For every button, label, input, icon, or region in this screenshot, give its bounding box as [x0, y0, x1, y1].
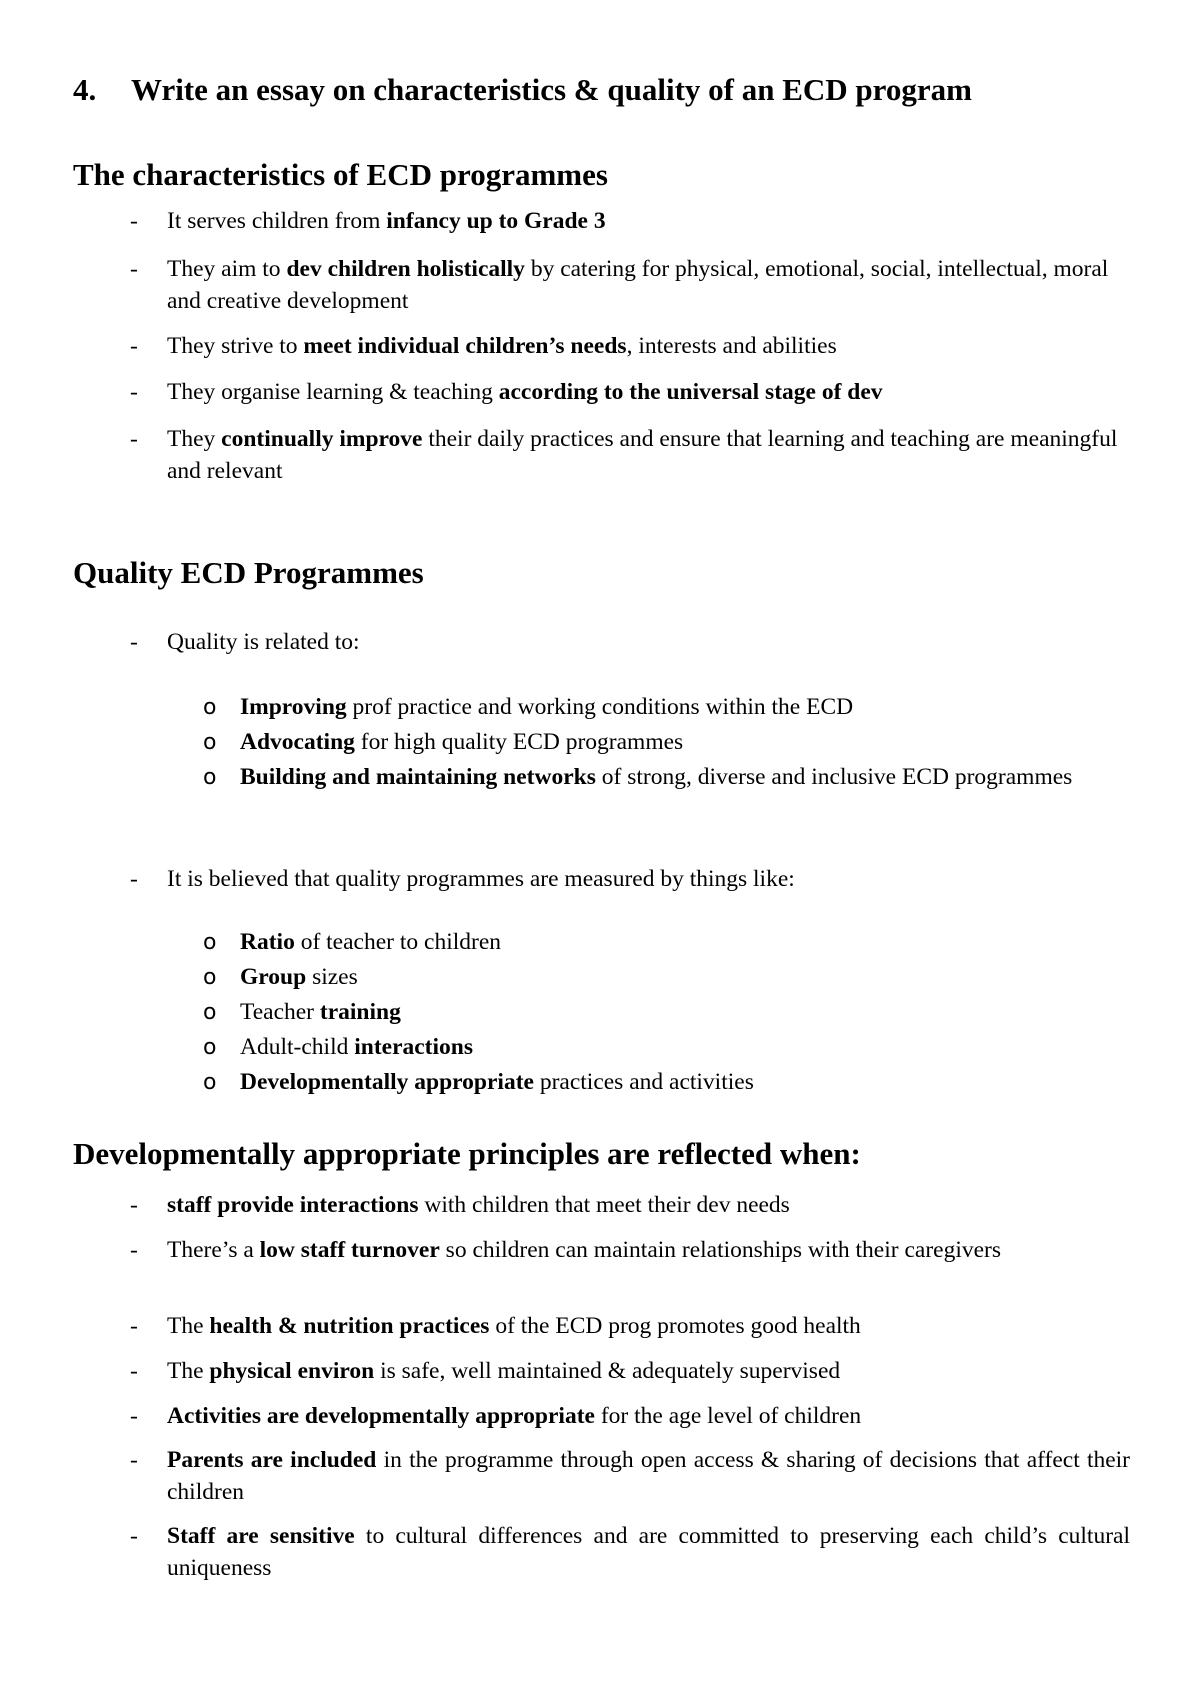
dash-bullet: - — [130, 1237, 138, 1263]
list-item: - They continually improve their daily practices and ensure that learning and teaching are meaningful and relevant — [130, 423, 1130, 487]
circle-bullet: o — [203, 965, 217, 990]
list-item: - staff provide interactions with children that meet their dev needs — [130, 1189, 1130, 1221]
circle-bullet: o — [203, 1035, 217, 1060]
page-title — [73, 72, 972, 108]
sub-list-item: o Building and maintaining networks of strong, diverse and inclusive ECD programmes — [203, 760, 1130, 795]
sub-list-item: o Improving prof practice and working conditions within the ECD — [203, 690, 1130, 725]
dash-bullet: - — [130, 208, 138, 234]
list-item: - Staff are sensitive to cultural differences and are committed to preserving each child’s cultural uniqueness — [130, 1520, 1130, 1584]
list-item: - Quality is related to: — [130, 626, 1130, 658]
section-heading-principles: Developmentally appropriate principles are reflected when: — [73, 1136, 861, 1171]
sub-list-item: o Ratio of teacher to children — [203, 925, 1130, 960]
list-item: - The physical environ is safe, well maintained & adequately supervised — [130, 1355, 1130, 1387]
circle-bullet: o — [203, 765, 217, 790]
section-heading-quality: Quality ECD Programmes — [73, 555, 424, 590]
sub-list-item: o Advocating for high quality ECD programmes — [203, 725, 1130, 760]
list-item: - They organise learning & teaching according to the universal stage of dev — [130, 376, 1130, 408]
dash-bullet: - — [130, 1523, 138, 1549]
sub-list-item: o Group sizes — [203, 960, 1130, 995]
dash-bullet: - — [130, 866, 138, 892]
dash-bullet: - — [130, 1447, 138, 1473]
question-text: Write an essay on characteristics & quality of an ECD program — [131, 72, 972, 107]
circle-bullet: o — [203, 1070, 217, 1095]
question-number: 4. — [73, 72, 97, 107]
dash-bullet: - — [130, 1313, 138, 1339]
dash-bullet: - — [130, 1192, 138, 1218]
sub-list-item: o Teacher training — [203, 995, 1130, 1030]
section-heading-characteristics: The characteristics of ECD programmes — [73, 157, 608, 192]
dash-bullet: - — [130, 629, 138, 655]
dash-bullet: - — [130, 379, 138, 405]
list-item: - It serves children from infancy up to Grade 3 — [130, 205, 1130, 237]
list-item: - They aim to dev children holistically by catering for physical, emotional, social, intellectual, moral and creative development — [130, 253, 1130, 317]
list-item: - Parents are included in the programme through open access & sharing of decisions that affect their children — [130, 1444, 1130, 1508]
sub-list-item: o Adult-child interactions — [203, 1030, 1130, 1065]
circle-bullet: o — [203, 930, 217, 955]
dash-bullet: - — [130, 426, 138, 452]
circle-bullet: o — [203, 1000, 217, 1025]
dash-bullet: - — [130, 333, 138, 359]
list-item: - Activities are developmentally appropriate for the age level of children — [130, 1400, 1130, 1432]
dash-bullet: - — [130, 1403, 138, 1429]
list-item: - The health & nutrition practices of the ECD prog promotes good health — [130, 1310, 1130, 1342]
list-item: - There’s a low staff turnover so children can maintain relationships with their caregivers — [130, 1234, 1130, 1266]
sub-list-item: o Developmentally appropriate practices and activities — [203, 1065, 1130, 1100]
list-item: - It is believed that quality programmes are measured by things like: — [130, 863, 1130, 895]
circle-bullet: o — [203, 695, 217, 720]
dash-bullet: - — [130, 256, 138, 282]
list-item: - They strive to meet individual children’s needs, interests and abilities — [130, 330, 1130, 362]
circle-bullet: o — [203, 730, 217, 755]
dash-bullet: - — [130, 1358, 138, 1384]
